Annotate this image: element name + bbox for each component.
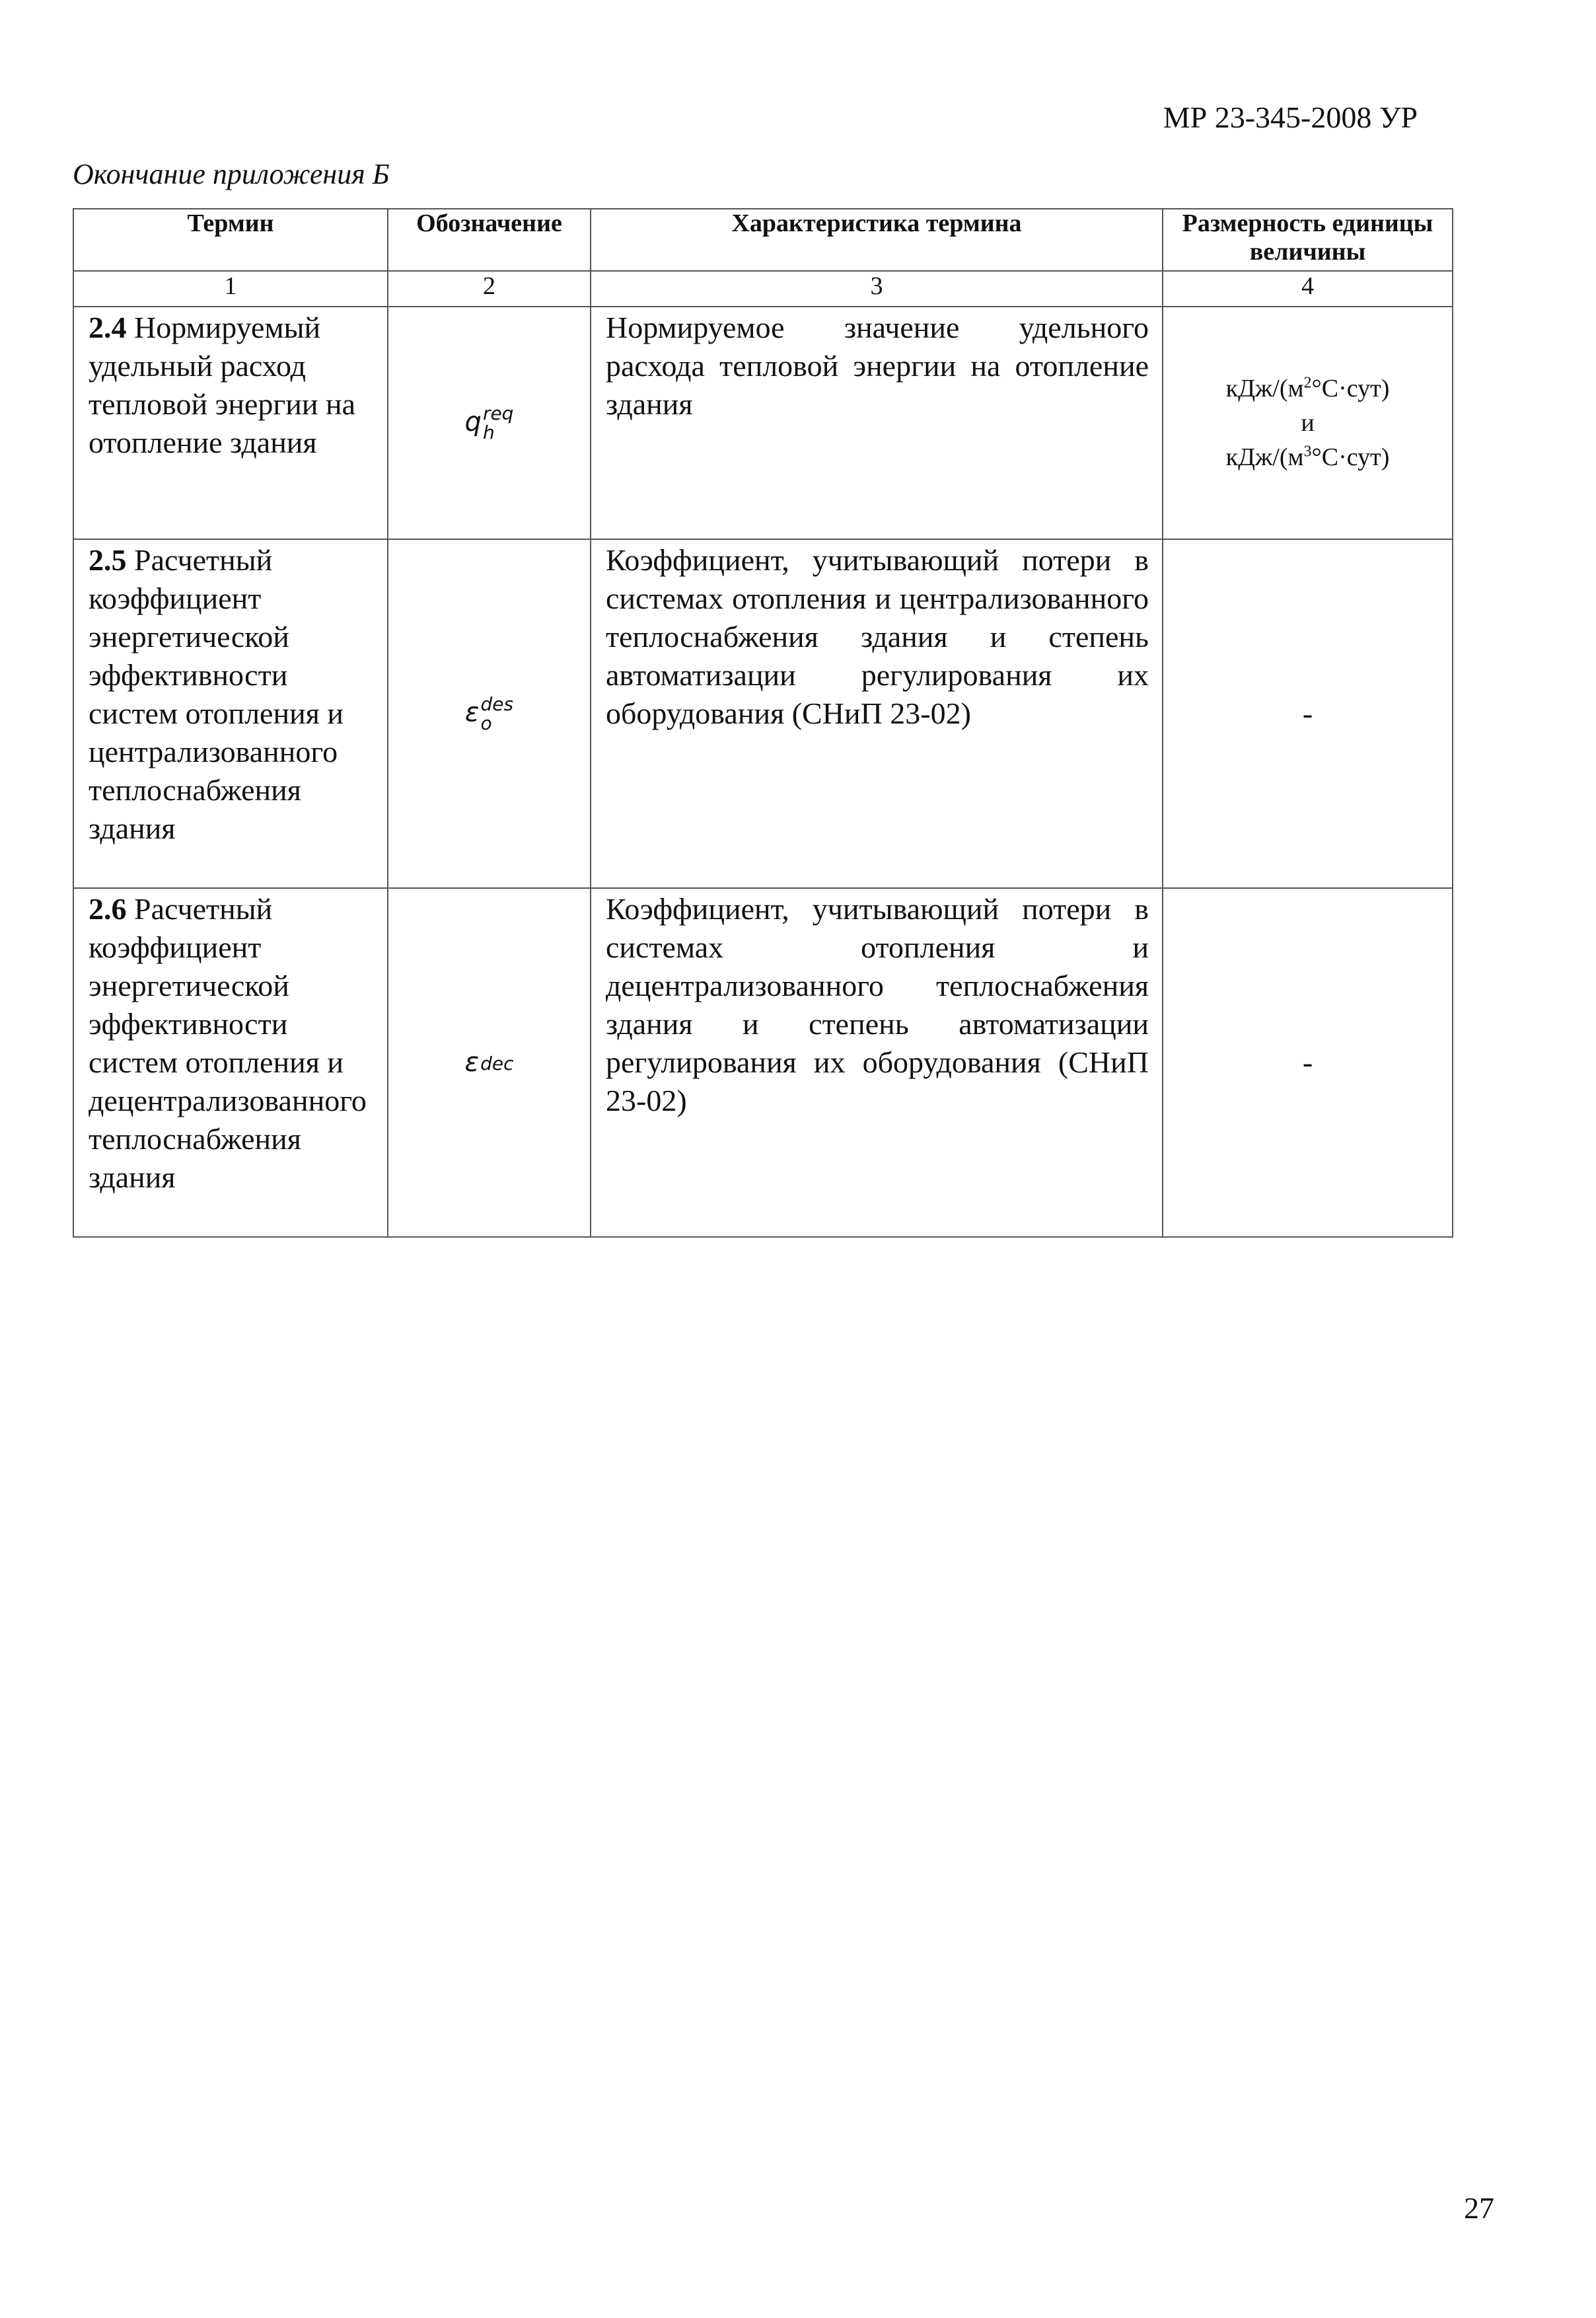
unit-cell — [1163, 307, 1453, 539]
table-header-row — [73, 209, 1453, 271]
column-number-row — [73, 271, 1453, 307]
appendix-continuation-label: Окончание приложения Б — [73, 158, 390, 190]
term-symbol — [465, 694, 513, 733]
column-header-term: Термин — [73, 209, 388, 271]
column-number: 4 — [1163, 271, 1453, 307]
unit-connector: и — [1301, 409, 1315, 437]
unit-exponent: 2 — [1303, 374, 1312, 392]
symbol-cell — [388, 888, 591, 1237]
column-header-description: Характеристика термина — [591, 209, 1163, 271]
symbol-base: ε — [464, 697, 480, 728]
unit-suffix: °С·сут) — [1311, 375, 1390, 402]
column-number: 1 — [73, 271, 388, 307]
description-cell: Коэффициент, учитывающий потери в системах отопления и децентрализованного теплоснабжения здания и степень автоматизации регулирования их оборудования (СНиП 23-02) — [591, 888, 1163, 1237]
term-text: Расчетный коэффициент энергетической эффективности систем отопления и децентрализованного теплоснабжения здания — [89, 892, 367, 1194]
term-symbol — [464, 1049, 513, 1076]
page-number: 27 — [1464, 2191, 1494, 2225]
term-cell — [73, 307, 388, 539]
column-number: 3 — [591, 271, 1163, 307]
unit-line — [1163, 440, 1452, 474]
symbol-subscript: h — [482, 422, 495, 443]
description-cell: Нормируемое значение удельного расхода тепловой энергии на отопление здания — [591, 307, 1163, 539]
unit-prefix: кДж/(м — [1225, 375, 1304, 402]
terms-table — [73, 208, 1453, 1238]
table-row — [73, 888, 1453, 1237]
term-text: Расчетный коэффициент энергетической эффективности систем отопления и централизованного теплоснабжения здания — [89, 543, 344, 845]
symbol-base: ε — [464, 1047, 480, 1078]
column-header-unit: Размерность единицы величины — [1163, 209, 1453, 271]
symbol-cell — [388, 307, 591, 539]
term-text: Нормируемый удельный расход тепловой энергии на отопление здания — [89, 311, 356, 459]
symbol-cell — [388, 539, 591, 888]
term-symbol — [465, 404, 514, 443]
symbol-base: q — [464, 406, 482, 437]
column-number: 2 — [388, 271, 591, 307]
description-cell: Коэффициент, учитывающий потери в системах отопления и централизованного теплоснабжения здания и степень автоматизации регулирования их оборудования (СНиП 23-02) — [591, 539, 1163, 888]
unit-prefix: кДж/(м — [1225, 443, 1304, 471]
term-number: 2.5 — [89, 543, 127, 577]
table-row — [73, 539, 1453, 888]
term-cell — [73, 888, 388, 1237]
unit-line — [1163, 371, 1452, 406]
term-number: 2.4 — [89, 311, 127, 344]
unit-cell: - — [1163, 888, 1453, 1237]
symbol-subscript: o — [480, 712, 492, 734]
term-cell — [73, 539, 388, 888]
unit-suffix: °С·сут) — [1311, 443, 1390, 471]
table-row — [73, 307, 1453, 539]
column-header-symbol: Обозначение — [388, 209, 591, 271]
unit-exponent: 3 — [1303, 443, 1312, 461]
unit-cell: - — [1163, 539, 1453, 888]
symbol-superscript: req — [482, 402, 514, 424]
symbol-subscript: dec — [480, 1053, 514, 1075]
symbol-superscript: des — [480, 692, 514, 715]
term-number: 2.6 — [89, 892, 127, 926]
document-code: МР 23-345-2008 УР — [1163, 100, 1418, 134]
